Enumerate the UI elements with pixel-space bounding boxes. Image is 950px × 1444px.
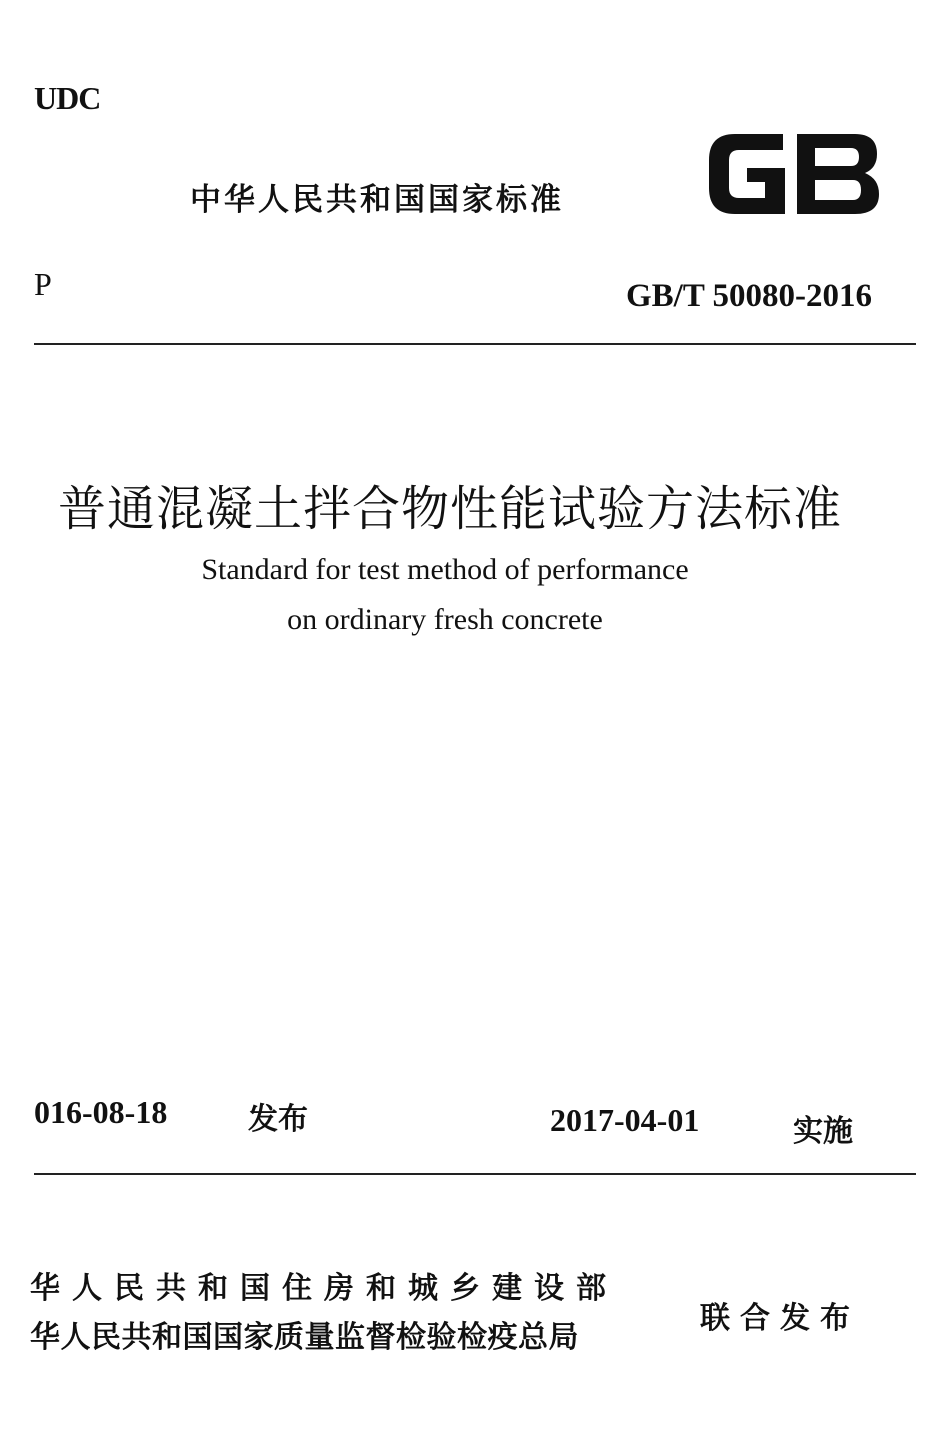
publish-label: 发布	[248, 1102, 308, 1137]
effective-label: 实施	[793, 1114, 853, 1149]
joint-issue-label: 联合发布	[700, 1301, 860, 1336]
top-divider	[34, 343, 916, 345]
effective-date: 2017-04-01	[550, 1102, 700, 1138]
national-standard-heading: 中华人民共和国国家标准	[190, 182, 564, 218]
english-title-line1: Standard for test method of performance	[201, 553, 689, 586]
bottom-divider	[34, 1173, 916, 1175]
chinese-title: 普通混凝土拌合物性能试验方法标准	[57, 481, 842, 537]
issuer-line1: 华人民共和国住房和城乡建设部	[30, 1271, 618, 1306]
publish-date: 016-08-18	[34, 1094, 168, 1130]
standard-code: GB/T 50080-2016	[625, 278, 872, 314]
classification-letter: P	[34, 266, 52, 302]
udc-label: UDC	[34, 80, 101, 116]
gb-logo	[705, 128, 883, 220]
issuer-line2: 华人民共和国国家质量监督检验检疫总局	[30, 1320, 579, 1355]
english-title-line2: on ordinary fresh concrete	[287, 603, 603, 636]
